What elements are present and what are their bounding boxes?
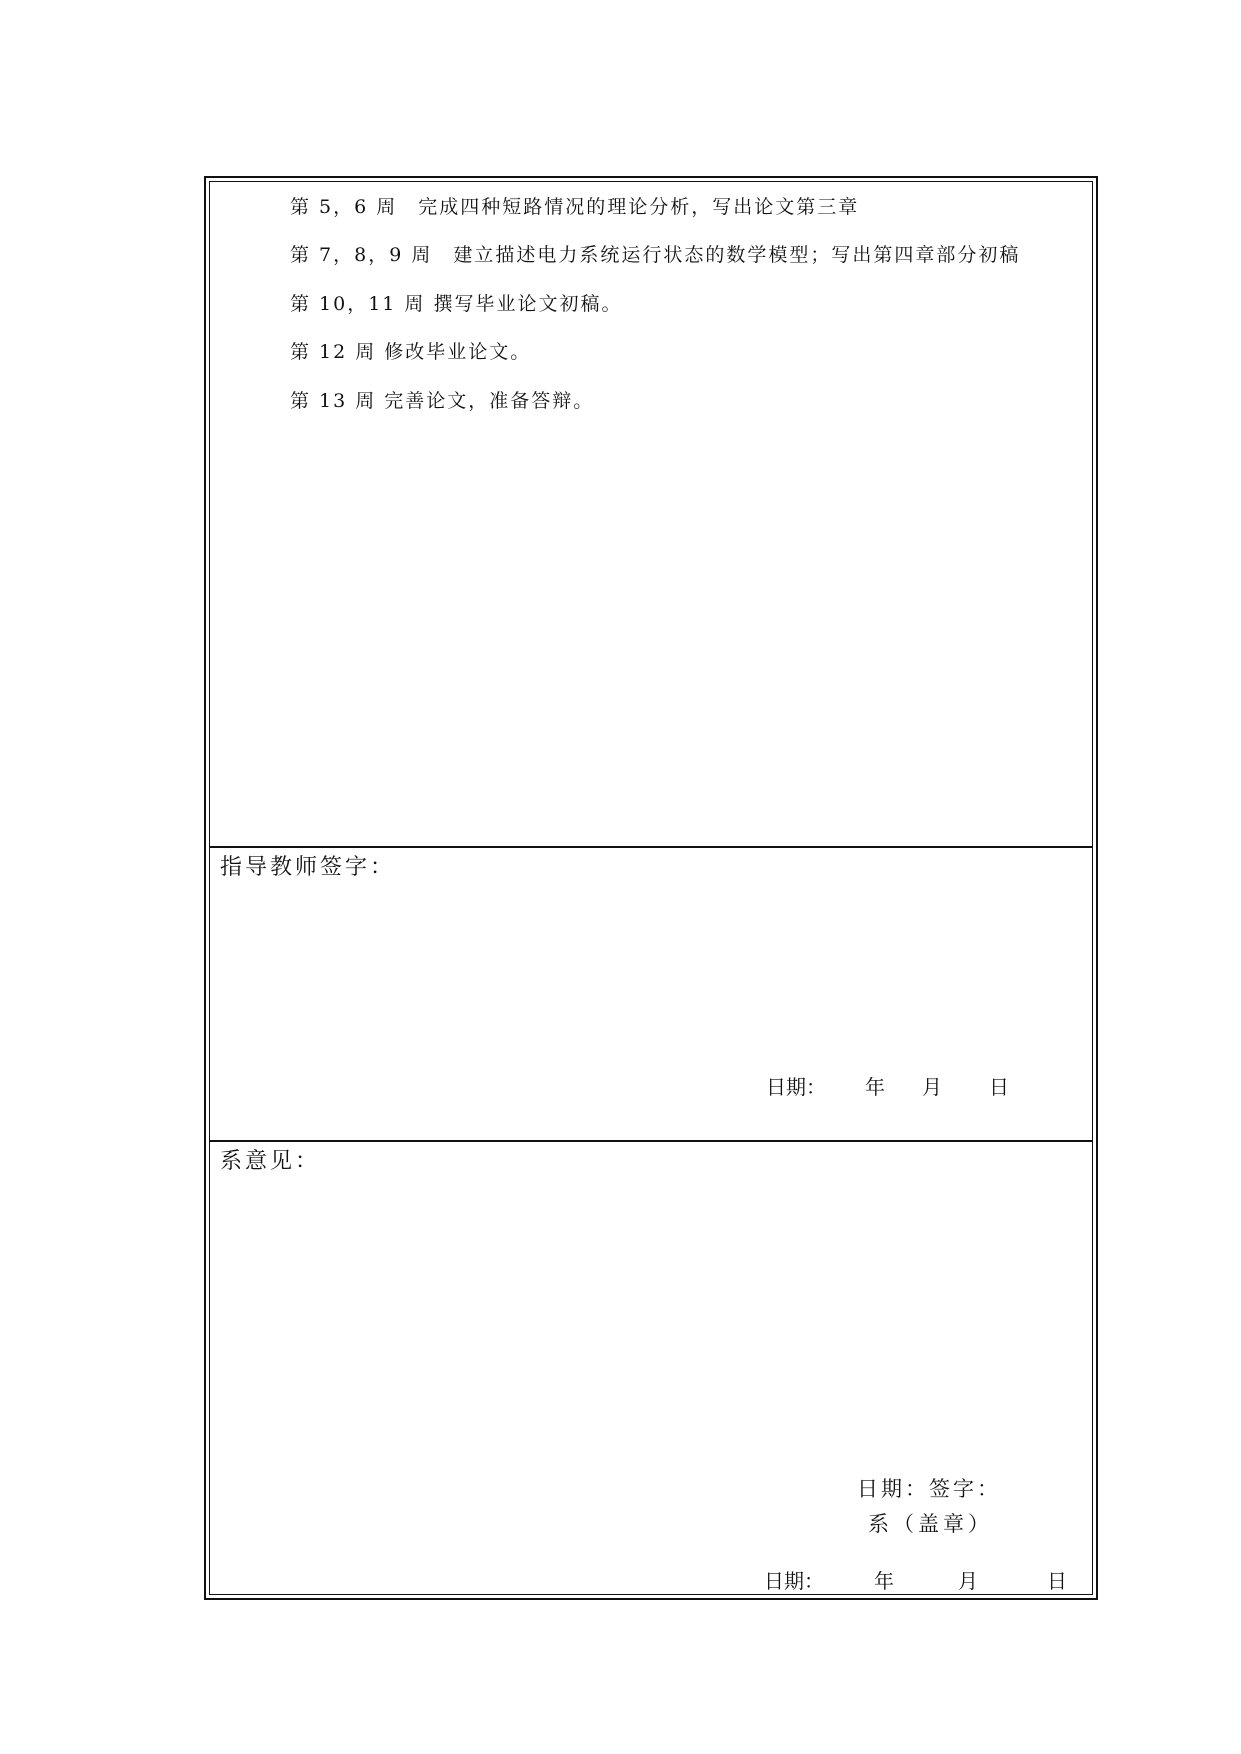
- department-seal-label: 系（盖章）: [868, 1512, 993, 1536]
- department-date-label: 日期：: [764, 1569, 824, 1593]
- schedule-line-5: 第 13 周 完善论文，准备答辩。: [290, 390, 595, 412]
- advisor-date-year: 年: [865, 1075, 885, 1099]
- advisor-date-month: 月: [922, 1075, 942, 1099]
- section-divider: [210, 1140, 1092, 1142]
- department-date-year: 年: [874, 1569, 894, 1593]
- schedule-line-3: 第 10，11 周 撰写毕业论文初稿。: [290, 293, 623, 315]
- form-table: [209, 181, 1093, 1595]
- advisor-signature-label: 指导教师签字：: [220, 855, 396, 880]
- advisor-date-label: 日期：: [766, 1075, 826, 1099]
- department-opinion-label: 系意见：: [220, 1149, 321, 1174]
- form-frame: [204, 176, 1098, 1600]
- department-date-day: 日: [1047, 1569, 1067, 1593]
- department-date-month: 月: [958, 1569, 978, 1593]
- section-divider: [210, 846, 1092, 848]
- advisor-date-day: 日: [989, 1075, 1009, 1099]
- schedule-line-2: 第 7，8，9 周 建立描述电力系统运行状态的数学模型；写出第四章部分初稿: [290, 244, 1021, 266]
- department-sign-label: 日期：签字：: [857, 1477, 1001, 1501]
- schedule-line-1: 第 5，6 周 完成四种短路情况的理论分析，写出论文第三章: [290, 196, 860, 218]
- schedule-line-4: 第 12 周 修改毕业论文。: [290, 341, 532, 363]
